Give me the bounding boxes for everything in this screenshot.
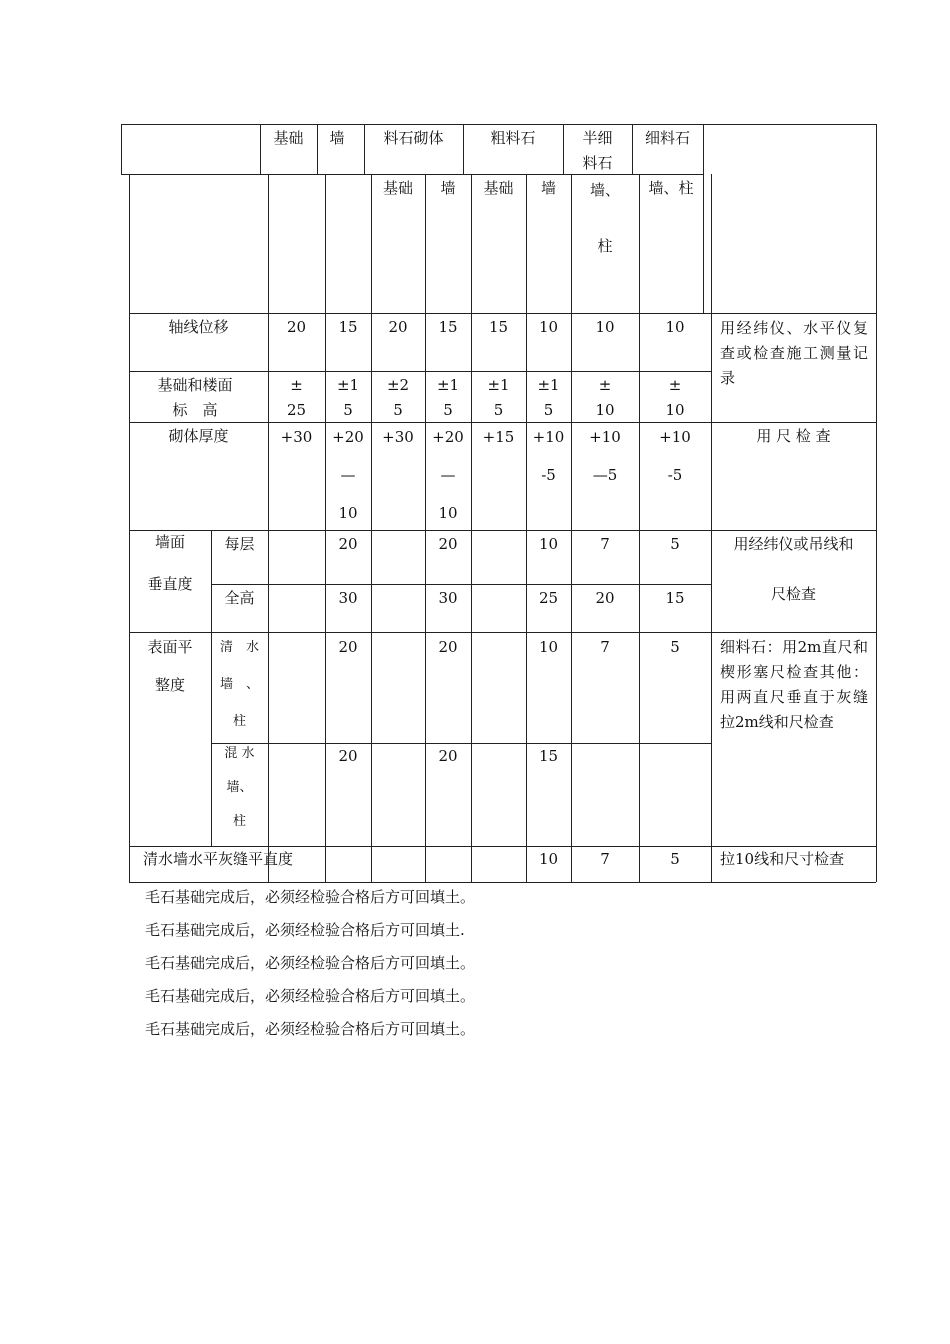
table-cell: 10 [538, 638, 559, 656]
grid-line [639, 174, 640, 882]
subheader-cell: 基础 [483, 179, 514, 197]
grid-line [129, 174, 130, 882]
grid-line [571, 174, 572, 882]
table-cell: 20 [338, 747, 358, 765]
note-paragraph: 毛石基础完成后，必须经检验合格后方可回填土。 [145, 888, 476, 906]
header-cell: 基础 [273, 129, 304, 147]
grid-line [268, 174, 269, 882]
table-cell: 20 [438, 638, 458, 656]
table-cell: 20 [438, 535, 458, 553]
grid-line [471, 174, 472, 882]
sub-row-label: 混 水 墙、 柱 [224, 746, 255, 829]
table-cell: 20 [595, 589, 615, 607]
subheader-cell: 墙 [440, 179, 456, 197]
note-paragraph: 毛石基础完成后，必须经检验合格后方可回填土。 [145, 1020, 476, 1038]
row-label: 表面平 整度 [147, 638, 193, 694]
table-cell: ± 10 [595, 376, 615, 419]
table-cell: +10 -5 [532, 428, 565, 484]
table-cell: 10 [665, 318, 685, 336]
grid-line [129, 882, 876, 883]
subheader-cell: 基础 [382, 179, 413, 197]
table-cell: 10 [538, 535, 559, 553]
row-label: 基础和楼面 标 高 [157, 376, 233, 419]
table-cell: 7 [600, 535, 610, 553]
grid-line [526, 174, 527, 882]
table-cell: 20 [286, 318, 307, 336]
sub-row-label: 全高 [224, 589, 255, 607]
header-cell: 料石砌体 [383, 129, 444, 147]
table-cell: ±1 5 [487, 376, 510, 419]
table-cell: 15 [338, 318, 358, 336]
grid-line [703, 124, 704, 313]
table-cell: 30 [338, 589, 358, 607]
subheader-cell: 墙、柱 [648, 179, 694, 197]
row-label: 轴线位移 [168, 318, 229, 336]
table-cell: +15 [482, 428, 515, 446]
sub-row-label: 每层 [224, 535, 255, 553]
grid-line [711, 174, 712, 882]
note-paragraph: 毛石基础完成后，必须经检验合格后方可回填土。 [145, 954, 476, 972]
table-cell: +20 — 10 [332, 428, 364, 522]
table-cell: 15 [438, 318, 458, 336]
method-cell: 细料石：用2m直尺和楔形塞尺检查其他：用两直尺垂直于灰缝拉2m线和尺检查 [720, 638, 868, 731]
table-cell: 5 [670, 638, 680, 656]
table-cell: 15 [488, 318, 509, 336]
grid-line [121, 124, 876, 125]
header-cell: 半细 料石 [582, 129, 613, 172]
table-cell: ±1 5 [436, 376, 460, 419]
table-cell: ± 25 [286, 376, 307, 419]
table-cell: ± 10 [665, 376, 685, 419]
table-cell: 15 [665, 589, 685, 607]
grid-line [129, 530, 876, 531]
table-cell: 5 [670, 535, 680, 553]
method-cell: 用经纬仪、水平仪复查或检查施工测量记录 [720, 319, 868, 387]
row-label: 清水墙水平灰缝平直度 [143, 850, 294, 868]
table-cell: 20 [438, 747, 458, 765]
grid-line [121, 124, 122, 174]
table-cell: 20 [338, 535, 358, 553]
table-cell: 5 [670, 850, 680, 868]
method-cell: 用经纬仪或吊线和 尺检查 [733, 535, 854, 603]
table-cell: ±1 5 [537, 376, 560, 419]
table-cell: 10 [595, 318, 615, 336]
grid-line [129, 371, 711, 372]
table-cell: +10 —5 [589, 428, 621, 484]
table-cell: 10 [538, 850, 559, 868]
note-paragraph: 毛石基础完成后，必须经检验合格后方可回填土. [145, 921, 465, 939]
table-cell: ±1 5 [336, 376, 360, 419]
method-cell: 拉10线和尺寸检查 [720, 850, 845, 868]
header-cell: 墙 [329, 129, 345, 147]
table-cell: 10 [538, 318, 559, 336]
table-cell: 7 [600, 850, 610, 868]
header-cell: 细料石 [644, 129, 690, 147]
table-cell: 15 [538, 747, 559, 765]
table-cell: +20 — 10 [432, 428, 464, 522]
table-cell: 25 [538, 589, 559, 607]
table-cell: ±2 5 [386, 376, 410, 419]
table-cell: +10 -5 [659, 428, 691, 484]
table-cell: 7 [600, 638, 610, 656]
header-cell: 粗料石 [490, 129, 536, 147]
sub-row-label: 清 水 墙 、 柱 [219, 640, 259, 729]
table-cell: 20 [338, 638, 358, 656]
table-cell: 30 [438, 589, 458, 607]
subheader-cell: 墙 [540, 179, 556, 197]
row-label: 墙面 垂直度 [147, 533, 193, 593]
table-cell: 20 [388, 318, 408, 336]
table-cell: +30 [280, 428, 313, 446]
note-paragraph: 毛石基础完成后，必须经检验合格后方可回填土。 [145, 987, 476, 1005]
table-cell: +30 [382, 428, 414, 446]
grid-line [211, 584, 711, 585]
method-cell: 用 尺 检 查 [756, 427, 831, 445]
subheader-cell: 墙、 柱 [589, 181, 620, 255]
grid-line [129, 313, 876, 314]
grid-line [371, 174, 372, 882]
row-label: 砌体厚度 [168, 427, 229, 445]
grid-line [876, 124, 877, 882]
